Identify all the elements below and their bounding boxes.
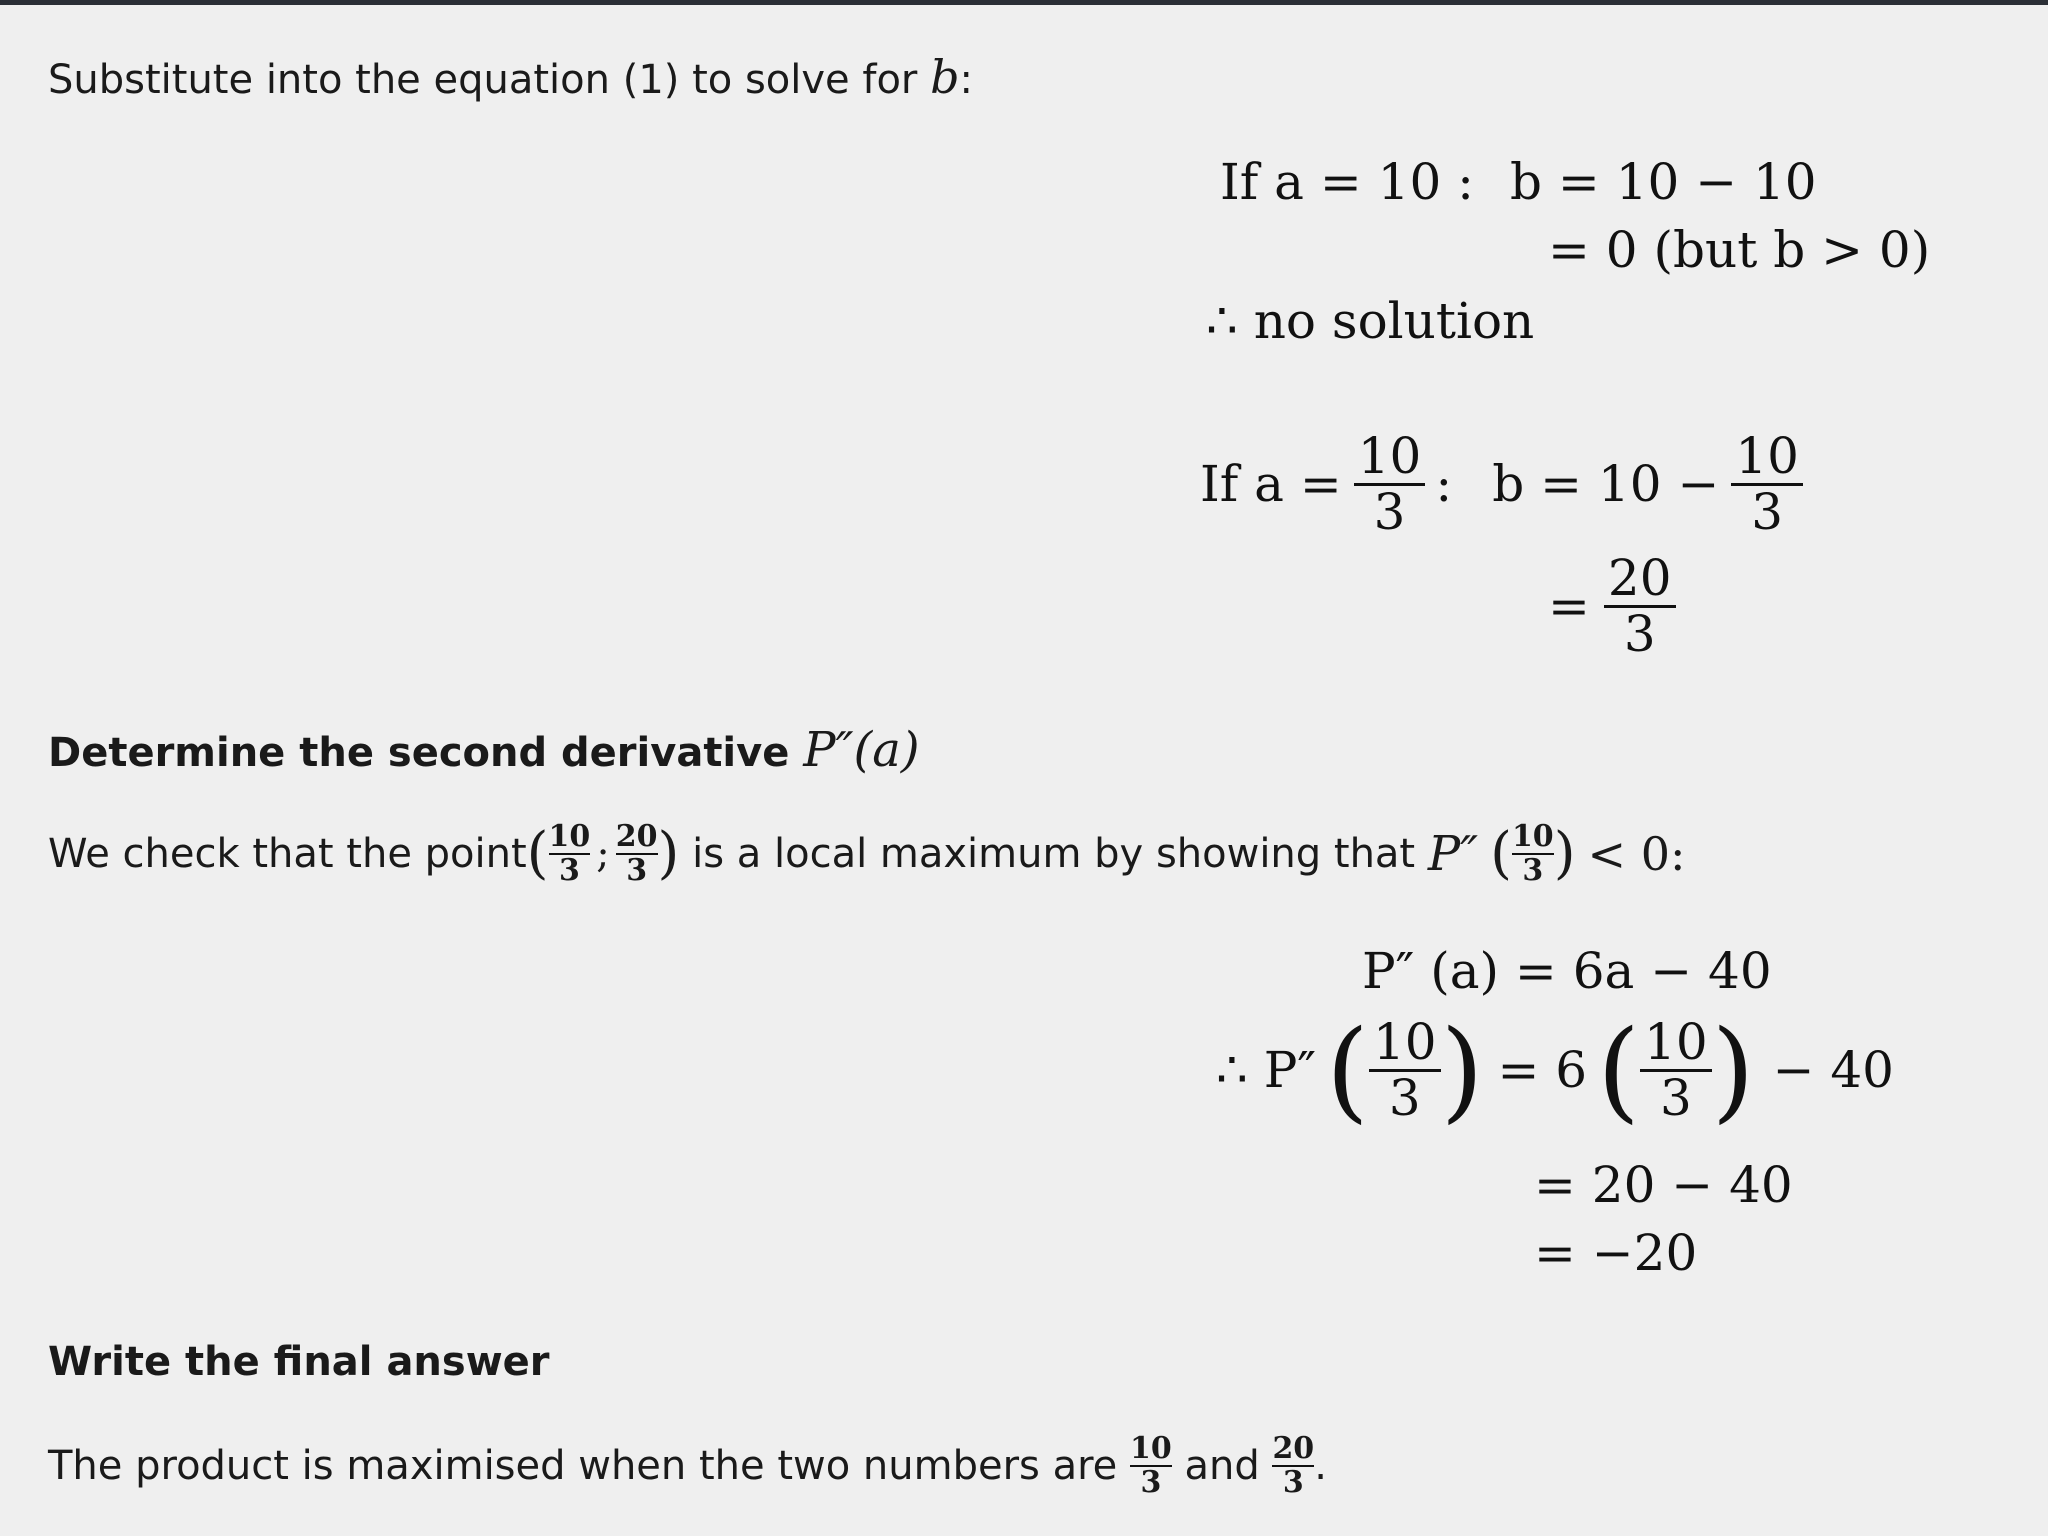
check-point-y	[615, 819, 658, 888]
case1-condition: If a = 10 :	[1220, 153, 1475, 211]
check-arg	[1511, 819, 1554, 888]
check-point-x-num: 10	[548, 819, 591, 854]
deriv-line2-lhs: ∴ P″	[1216, 1041, 1317, 1099]
check-text2: is a local maximum by showing that	[679, 831, 1428, 877]
check-line: We check that the point ( 10 3 ; 20 3 ) is a local maximum by showing that P″ ( 10 3 ) < 0:	[48, 819, 1686, 888]
case2-colon: :	[1435, 455, 1453, 513]
case2-b-fraction	[1731, 427, 1803, 541]
case1-step2: = 0 (but b > 0)	[1548, 221, 1931, 279]
deriv-line2-fraction1	[1369, 1013, 1441, 1127]
final-line	[48, 1431, 1327, 1500]
check-arg-num: 10	[1511, 819, 1554, 854]
deriv-line1-text: P″ (a) = 6a − 40	[1362, 942, 1772, 1000]
case2-equals: =	[1548, 577, 1590, 635]
case2-a-numerator: 10	[1357, 427, 1422, 485]
final-number2	[1272, 1431, 1315, 1500]
intro-text: Substitute into the equation (1) to solve for	[48, 57, 931, 103]
deriv-line2: ∴ P″ ( $\frac{10}{3}$ ) = 6 ( $\frac{10}{3}$ ) − 40	[1216, 1006, 1894, 1134]
case2-b-numerator: 10	[1735, 427, 1799, 485]
final-and: and	[1171, 1443, 1273, 1489]
final-number1-num: 10	[1130, 1431, 1172, 1466]
deriv-line1	[1362, 942, 1772, 1000]
final-number1	[1130, 1431, 1172, 1500]
case2-b-denominator: 3	[1751, 482, 1784, 541]
final-period: .	[1314, 1443, 1327, 1489]
top-bar	[0, 0, 2048, 5]
deriv-line2-tail: − 40	[1772, 1041, 1894, 1099]
check-rparen: )	[657, 821, 680, 886]
case1-conclusion: ∴ no solution	[1206, 292, 1535, 350]
check-tail: < 0:	[1587, 827, 1686, 881]
case2-equation	[1200, 427, 1803, 541]
case2-result	[1548, 549, 1676, 663]
case2-if-label: If a =	[1200, 455, 1342, 513]
check-arg-den: 3	[1522, 853, 1544, 888]
case2-a-fraction	[1354, 427, 1426, 541]
check-separator: ;	[596, 831, 610, 877]
check-point-y-den: 3	[626, 853, 648, 888]
case1-step1: b = 10 − 10	[1510, 153, 1817, 211]
deriv-line3: = 20 − 40	[1534, 1156, 1793, 1214]
case2-a-denominator: 3	[1373, 482, 1406, 541]
deriv-line2-den1: 3	[1388, 1068, 1421, 1127]
final-number2-den: 3	[1282, 1465, 1304, 1500]
heading1-math: P″(a)	[803, 722, 920, 778]
deriv-line4: = −20	[1534, 1224, 1698, 1282]
intro-line	[48, 50, 974, 104]
heading1-text: Determine the second derivative	[48, 730, 804, 776]
heading-second-derivative	[48, 722, 920, 778]
case2-result-numerator: 20	[1607, 549, 1672, 607]
final-text1: The product is maximised when the two numbers are	[48, 1443, 1130, 1489]
final-number1-den: 3	[1140, 1465, 1162, 1500]
deriv-line2-fraction2	[1640, 1013, 1712, 1127]
check-point-x	[548, 819, 591, 888]
case2-result-denominator: 3	[1623, 604, 1656, 663]
deriv-line2-mid: = 6	[1497, 1041, 1588, 1099]
deriv-line2-den2: 3	[1659, 1068, 1692, 1127]
check-point-y-num: 20	[615, 819, 658, 854]
check-text1: We check that the point	[48, 831, 527, 877]
deriv-line2-num2: 10	[1644, 1013, 1708, 1071]
case2-result-fraction	[1604, 549, 1676, 663]
check-point-x-den: 3	[558, 853, 580, 888]
deriv-line2-num1: 10	[1372, 1013, 1437, 1071]
final-number2-num: 20	[1272, 1431, 1315, 1466]
heading-final-answer: Write the final answer	[48, 1339, 550, 1385]
check-pdd: P″	[1427, 826, 1479, 882]
check-lparen: (	[526, 821, 549, 886]
intro-colon: :	[959, 57, 974, 103]
intro-variable: b	[930, 50, 960, 104]
case2-b-lhs: b = 10 −	[1492, 455, 1720, 513]
